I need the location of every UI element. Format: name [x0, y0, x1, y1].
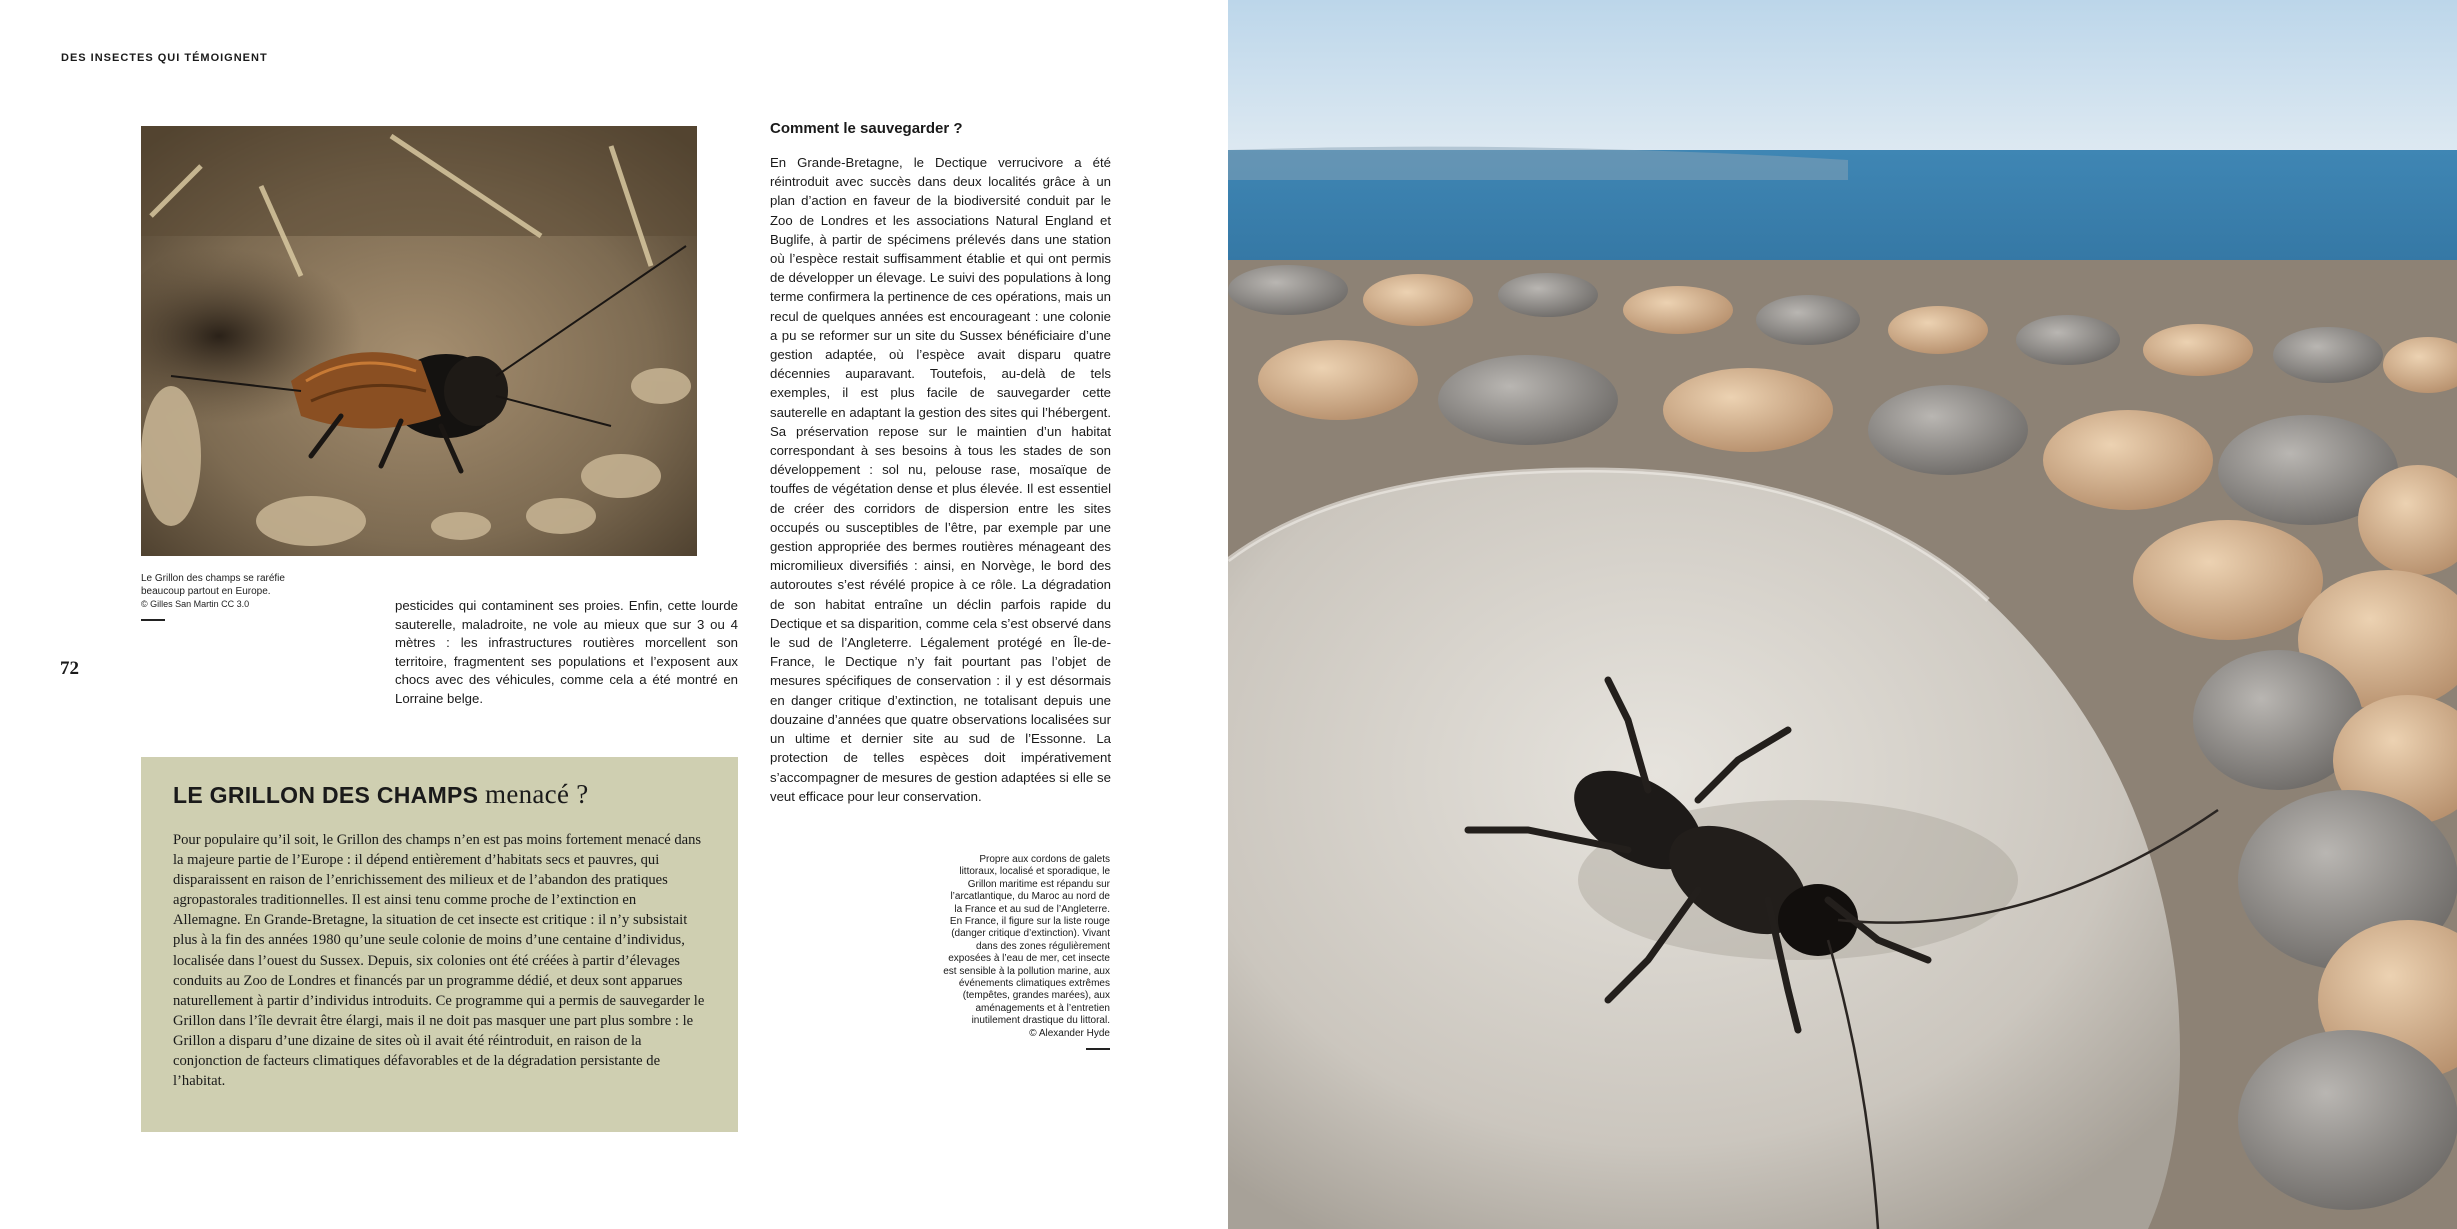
box-title-serif: menacé ? [485, 779, 589, 809]
caption-rule-right [1086, 1048, 1110, 1050]
caption-right-text: Propre aux cordons de galets littoraux, localisé et sporadique, le Grillon maritime est répandu sur l’arcatlantique, du Maroc au nord de la France et au sud de l’Angleterre. En France, il figure sur la liste rouge (danger critique d’extinction). Vivant dans des zones régulièrement exposées à l’eau de mer, cet insecte est sensible à la pollution marine, aux événements climatiques extrêmes (tempêtes, grandes marées), aux aménagements et à l’entretien inutilement drastique du littoral. [943, 854, 1110, 1027]
section-body: En Grande-Bretagne, le Dectique verrucivore a été réintroduit avec succès dans deux localités grâce à un plan d’action en faveur de la biodiversité conduit par le Zoo de Londres et les associations Natural England et Buglife, à partir de spécimens prélevés dans une station où l’espèce restait suffisamment établie et qui ont permis de développer un élevage. Le suivi des populations à long terme confirmera la pertinence de ces opérations, mais un recul de quelques années est encourageant : une colonie a pu se reformer sur un site du Sussex bénéficiaire d’une gestion adaptée, où l’espèce avait disparu quatre décennies auparavant. Toutefois, au-delà de tels exemples, il est plus facile de sauvegarder cette sauterelle en adaptant la gestion des sites qui l’hébergent. Sa préservation repose sur le maintien d’un habitat correspondant à ses besoins à tous les stades de son développement : sol nu, pelouse rase, mosaïque de touffes de végétation dense et plus élevée. Il est essentiel de créer des corridors de dispersion entre les sites occupés ou susceptibles de l’être, par exemple par une gestion appropriée des bermes routières ménageant des micromilieux diversifiés : ainsi, en Norvège, le bord des autoroutes s’est révélé propice à ce rôle. La dégradation de son habitat entraîne un déclin parfois rapide du Dectique et sa disparition, comme cela s’est observé dans le sud de l’Angleterre. Légalement protégé en Île-de-France, le Dectique n’y fait pourtant pas l’objet de mesures spécifiques de conservation : il y est désormais en danger critique d’extinction, ne totalisant depuis une douzaine d’années que quatre observations localisées sur un ultime et dernier site au sud de l’Essonne. La protection de telles espèces doit impérativement s’accompagner de mesures de gestion adaptées si elle se veut efficace pour leur conservation. [770, 155, 1111, 804]
body-text-continuation: pesticides qui contaminent ses proies. Enfin, cette lourde sauterelle, maladroite, ne vole au mieux que sur 3 ou 4 mètres : les infrastructures routières morcellent son territoire, fragmentent ses populations et l’exposent aux chocs avec des véhicules, comme cela a été montré en Lorraine belge. [395, 598, 738, 706]
sidebar-box [141, 757, 738, 1132]
box-body: Pour populaire qu’il soit, le Grillon des champs n’en est pas moins fortement menacé dans la majeure partie de l’Europe : il dépend entièrement d’habitats secs et pauvres, qui disparaissent en raison de l’enrichissement des milieux et de l’abandon des pratiques agropastorales traditionnelles. Il est ainsi tenu comme proche de l’extinction en Allemagne. En Grande-Bretagne, la situation de cet insecte est critique : il n’y subsistait plus à la fin des années 1980 qu’une seule colonie de moins d’une centaine d’individus, localisée dans l’ouest du Sussex. Depuis, six colonies ont été créées à partir d’élevages conduits au Zoo de Londres et financés par un programme dédié, et deux sont apparues naturellement à partir d’individus introduits. Ce programme qui a permis de sauvegarder le Grillon dans l’île devrait être élargi, mais il ne doit pas masquer une part plus sombre : le Grillon a disparu d’une dizaine de sites où il avait été réintroduit, en raison de la conjonction de facteurs climatiques défavorables et de la dégradation persistante de l’habitat. [173, 832, 705, 1090]
text-column [770, 120, 1111, 806]
caption-right-credit: © Alexander Hyde [1029, 1027, 1110, 1039]
photo-caption [141, 572, 311, 621]
box-title [173, 779, 706, 810]
caption-text: Le Grillon des champs se raréfie beaucoup partout en Europe. [141, 573, 285, 597]
running-head: DES INSECTES QUI TÉMOIGNENT [61, 52, 268, 64]
section-heading: Comment le sauvegarder ? [770, 120, 963, 137]
page-number: 72 [60, 658, 79, 679]
photo-credit: © Gilles San Martin CC 3.0 [141, 599, 250, 609]
caption-rule [141, 619, 165, 621]
box-title-bold: LE GRILLON DES CHAMPS [173, 782, 479, 808]
photo-caption-right [940, 854, 1110, 1055]
field-cricket-photo [141, 126, 697, 556]
left-page [0, 0, 1228, 1229]
maritime-cricket-photo [1228, 0, 2457, 1229]
